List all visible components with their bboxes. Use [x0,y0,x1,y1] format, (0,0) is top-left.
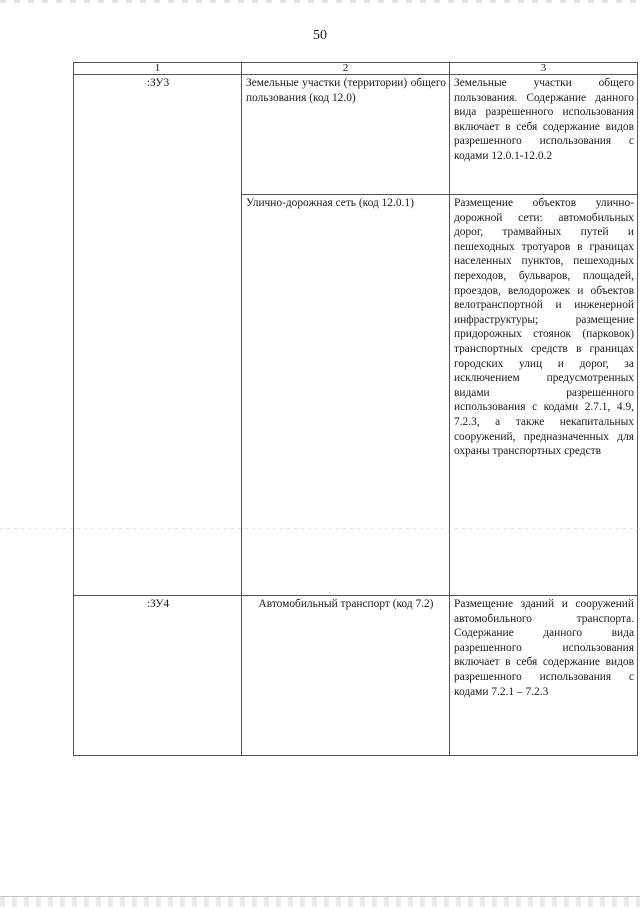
column-header-2: 2 [242,63,450,75]
scan-artifact-line [0,528,640,529]
use-name-cell: Улично-дорожная сеть (код 12.0.1) [242,195,450,596]
scan-edge-top [0,0,640,3]
use-name-cell: Автомобильный транспорт (код 7.2) [242,596,450,756]
plot-id-cell: :ЗУ3 [74,75,242,596]
table-row [74,596,638,756]
column-header-3: 3 [450,63,638,75]
column-header-1: 1 [74,63,242,75]
land-use-table [73,62,638,756]
table-row [74,75,638,195]
use-description-cell: Размещение объектов улично-дорожной сети: автомобильных дорог, трамвайных путей и пешеходных тротуаров в границах населенных пунктов, пешеходных переходов, бульваров, площадей, проездов, велодорожек и объектов велотранспортной и инженерной инфраструктуры; размещение придорожных стоянок (парковок) транспортных средств в границах городских улиц и дорог, за исключением предусмотренных видами разрешенного использования с кодами 2.7.1, 4.9, 7.2.3, а также некапитальных сооружений, предназначенных для охраны транспортных средств [450,195,638,596]
plot-id-cell: :ЗУ4 [74,596,242,756]
page-number: 50 [313,28,327,43]
use-name-cell: Земельные участки (территории) общего пользования (код 12.0) [242,75,450,195]
use-description-cell: Земельные участки общего пользования. Содержание данного вида разрешенного использования включает в себя содержание видов разрешенного использования с кодами 12.0.1-12.0.2 [450,75,638,195]
table-header-row [74,63,638,75]
scan-edge-bottom [0,896,640,907]
use-description-cell: Размещение зданий и сооружений автомобильного транспорта. Содержание данного вида разрешенного использования включает в себя содержание видов разрешенного использования с кодами 7.2.1 – 7.2.3 [450,596,638,756]
